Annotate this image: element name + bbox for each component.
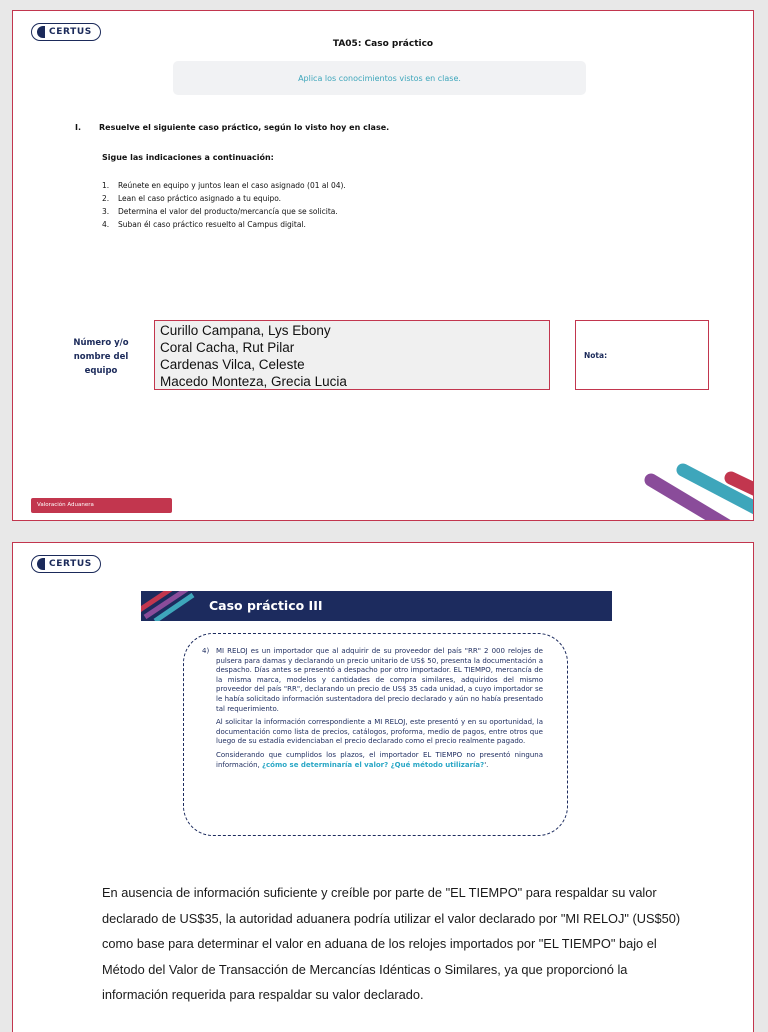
logo-text: CERTUS (49, 559, 92, 569)
list-item: 1. Reúnete en equipo y juntos lean el caso asignado (01 al 04). (102, 181, 346, 190)
document-page-2 (12, 542, 754, 1032)
section-heading (75, 123, 389, 132)
certus-logo (31, 555, 101, 573)
case-paragraph: Al solicitar la información correspondiente a MI RELOJ, este presentó y en su oportunidad, la documentación como lista de precios, catálogos, proforma, medio de pagos, entre otros que luego de su estadía evidenciaban el precio declarado como el precio realmente pagado. (216, 718, 543, 746)
team-member: Macedo Monteza, Grecia Lucia (160, 374, 347, 389)
list-item: 3. Determina el valor del producto/mercancía que se solicita. (102, 207, 338, 216)
grade-label: Nota: (584, 351, 608, 360)
steps-list (102, 179, 346, 231)
case-statement (183, 633, 568, 836)
logo-mark-icon (37, 558, 45, 570)
logo-text: CERTUS (49, 27, 92, 37)
team-label: Número y/o nombre del equipo (73, 338, 129, 376)
list-item: 4. Suban él caso práctico resuelto al Campus digital. (102, 220, 306, 229)
grade-field[interactable] (575, 320, 709, 390)
case-title: Caso práctico III (209, 598, 323, 613)
decorative-stripes-icon (643, 450, 753, 520)
section-number: I. (75, 123, 82, 132)
case-paragraph: MI RELOJ es un importador que al adquirir de su proveedor del país "RR" 2 000 relojes de pulsera para damas y declarando un precio unitario de US$ 50, presenta la documentación a despacho. Días antes se presentó a despacho por otro importador. EL TIEMPO, mercancía de la misma marca, modelos y cantidades de compra similares, adquiridos del mismo proveedor del país "RR", declarando un precio de US$ 35 cada unidad, a cuyo importador se le había solicitado información sustentadora del precio declarado y aún no había presentado tal requerimiento. (216, 647, 543, 713)
document-page-1 (12, 10, 754, 521)
team-member: Curillo Campana, Lys Ebony (160, 323, 331, 338)
case-paragraph: Considerando que cumplidos los plazos, el importador EL TIEMPO no presentó ninguna información, ¿cómo se determinaría el valor? ¿Qué método utilizaría?'. (216, 750, 543, 769)
logo-mark-icon (37, 26, 45, 38)
page-title: TA05: Caso práctico (332, 39, 434, 49)
team-members-field[interactable] (154, 320, 550, 390)
section-text: Resuelve el siguiente caso práctico, según lo visto hoy en clase. (99, 123, 390, 132)
team-member: Coral Cacha, Rut Pilar (160, 340, 295, 355)
course-footer-tag: Valoración Aduanera (31, 498, 172, 513)
case-question: ¿cómo se determinaría el valor? ¿Qué método utilizaría? (261, 760, 485, 769)
indications-heading: Sigue las indicaciones a continuación: (102, 153, 274, 162)
objective-banner: Aplica los conocimientos vistos en clase. (173, 61, 586, 95)
list-item: 2. Lean el caso práctico asignado a tu equipo. (102, 194, 282, 203)
answer-paragraph: En ausencia de información suficiente y creíble por parte de "EL TIEMPO" para respaldar su valor declarado de US$35, la autoridad aduanera podría utilizar el valor declarado por "MI RELOJ" (US$50) como base para determinar el valor en aduana de los relojes importados por "EL TIEMPO" bajo el Método del Valor de Transacción de Mercancías Idénticas o Similares, ya que proporcionó la información requerida para respaldar su valor declarado. (102, 885, 681, 1002)
team-member: Cardenas Vilca, Celeste (160, 357, 305, 372)
case-header (141, 591, 612, 621)
case-number: 4) (202, 647, 210, 655)
header-stripes-icon (141, 591, 201, 621)
